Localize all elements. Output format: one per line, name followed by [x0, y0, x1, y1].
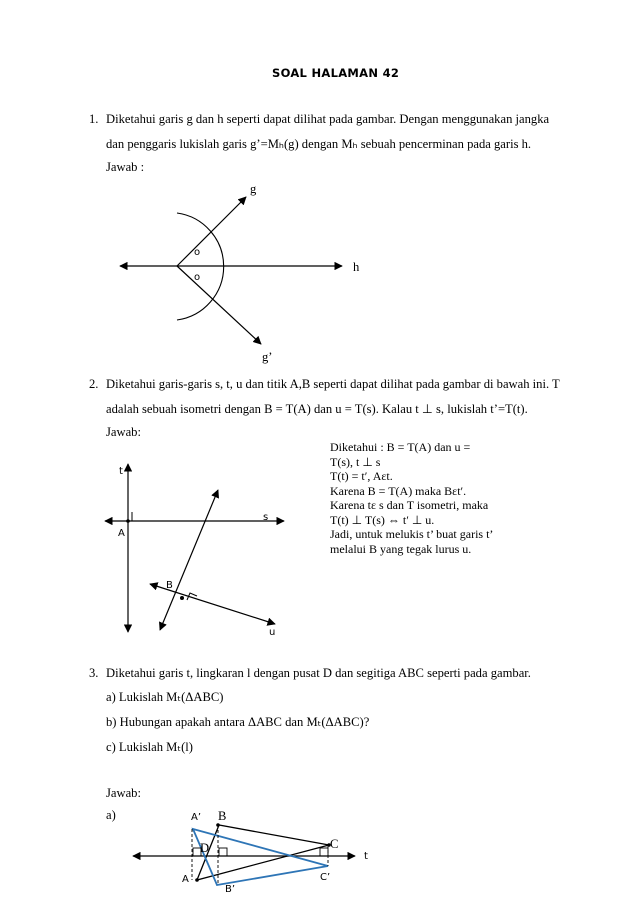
- q3-label-A: A: [182, 874, 189, 885]
- q3-label-C-prime: C’: [320, 872, 331, 883]
- q2-note-line: Karena tε s dan T isometri, maka: [330, 498, 489, 512]
- q2-label-A: A: [118, 528, 125, 539]
- q3-label-C: C: [330, 837, 339, 851]
- q3-part-a: a) Lukislah Mₜ(ΔABC): [106, 690, 224, 704]
- q2-note-line: melalui B yang tegak lurus u.: [330, 541, 472, 556]
- q1-label-g-prime: g’: [262, 350, 273, 364]
- q3-label-D: D: [200, 841, 210, 855]
- q3-triangle-ABC: [197, 825, 329, 880]
- q2-note-line: T(t) ⊥ T(s) ⇔ t′ ⊥ u.: [330, 512, 435, 527]
- q3-triangle-A-prime-B-prime-C-prime: [193, 829, 331, 885]
- q3-right-angle-C: [320, 848, 328, 856]
- q2-line1: Diketahui garis-garis s, t, u dan titik A,B seperti dapat dilihat pada gambar di bawah ini. T: [106, 377, 560, 391]
- q1-answer-label: Jawab :: [106, 160, 145, 174]
- q2-label-u: u: [269, 627, 276, 638]
- q1-angle-mark-upper: o: [194, 247, 201, 258]
- q3-answer-label: Jawab:: [106, 786, 141, 800]
- page-title: SOAL HALAMAN 42: [272, 66, 400, 80]
- q3-label-B: B: [218, 809, 227, 823]
- q2-note-line: Jadi, untuk melukis t’ buat garis t’: [330, 527, 494, 541]
- q3-number: 3.: [89, 666, 99, 680]
- q3-answer-a-label: a): [106, 808, 116, 822]
- q2-label-t: t: [119, 466, 123, 477]
- q3-label-A-prime: A’: [191, 812, 202, 823]
- q2-note-line: T(s), t ⊥ s: [330, 454, 381, 469]
- q3-label-B-prime: B’: [225, 884, 236, 895]
- q2-number: 2.: [89, 377, 99, 391]
- q1-line2: dan penggaris lukislah garis g’=Mₕ(g) dengan Mₕ sebuah pencerminan pada garis h.: [106, 137, 532, 151]
- q3-label-t: t: [364, 851, 368, 862]
- q1-label-h: h: [353, 260, 360, 274]
- q2-answer-label: Jawab:: [106, 425, 141, 439]
- q2-label-B: B: [166, 580, 173, 591]
- q1-number: 1.: [89, 112, 99, 126]
- q2-line2: adalah sebuah isometri dengan B = T(A) dan u = T(s). Kalau t ⊥ s, lukislah t’=T(t).: [106, 402, 528, 416]
- q2-note-line: Karena B = T(A) maka Bεt′.: [330, 483, 467, 498]
- q3-point-A: [195, 878, 199, 882]
- q1-line1: Diketahui garis g dan h seperti dapat dilihat pada gambar. Dengan menggunakan jangka: [106, 112, 550, 126]
- q3-right-angle-B: [219, 848, 227, 856]
- q3-line1: Diketahui garis t, lingkaran l dengan pusat D dan segitiga ABC seperti pada gambar.: [106, 666, 531, 680]
- q3-part-c: c) Lukislah Mₜ(l): [106, 740, 193, 754]
- q2-note-line: T(t) = t′, Aεt.: [330, 469, 393, 483]
- q2-label-s: s: [263, 512, 269, 523]
- q1-label-g: g: [250, 182, 257, 196]
- q1-angle-mark-lower: o: [194, 272, 201, 283]
- q3-part-b: b) Hubungan apakah antara ΔABC dan Mₜ(ΔABC)?: [106, 715, 370, 729]
- q2-note-line: Diketahui : B = T(A) dan u =: [330, 440, 471, 454]
